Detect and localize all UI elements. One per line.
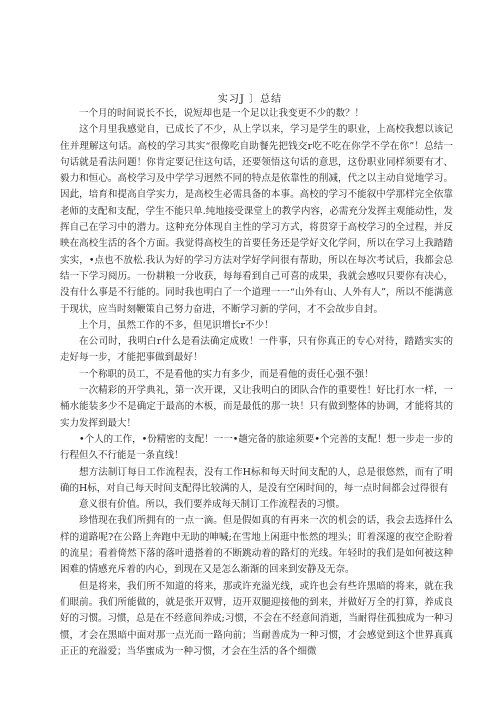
paragraph: 一个称职的员工，不是看他的实力有多少，而是看他的责任心强不强！ — [79, 368, 374, 380]
paragraph: 这个月里我感觉自，已成长了不少，从上学以来，学习是学生的职业，上高校我想以该记住并理解这句话。高校的学习其实“很像吃自助餐先把钱交r吃不吃在你学不学在你”！总结一句话就是看法问题！你肯定要记住这句话，还要领悟这句话的意思，这份职业同样须要有才、毅力和恒心。高校学习及中学学习迥然不同的特点是依靠性的削减，代之以主动自觉地学习。因此，培育和提高自学实力，是高校生必需具备的本事。高校的学习不能叙中学那样完全依靠老师的支配和支配，学生不能只单.纯地接受课堂上的教学内容，必需充分发挥主观能动性，发挥自己在学习中的潜力。这种充分体现自主性的学习方式，将贯穿于高校学习的全过程，并反映在高校生活的各个方面。我觉得高校生的首要任务还是学好文化学问，所以在学习上我踏踏实实，•点也不放松.我认为好的学习方法对学好学问很有帮助，所以在每次考试后，我都会总结一下学习阅历。一份耕粮一分收获，每每看到自己可喜的成果，我就会感叹只要你有决心，没有什么事是不行能的。同时我也明白了一个道理一一“山外有山、人外有人”，所以不能满意于现状，应当时刻鞭策自己努力奋进，不断学习新的学问，才不会故步自封。 — [60, 124, 453, 315]
paragraph: 意义很有价值。所以，我们要养成每天制订工作流程表的习惯。 — [79, 499, 346, 511]
paragraph: 但是将来，我们所不知道的将来，那或许充溢光线，或许也会有些许黑暗的将来，就在我们眼前。我们所能做的，就是张开双臂，迈开双腿迎接他的到来，并做好万全的打算，养成良好的习惯。习惯，总是在不经意间养成;习惯，不会在不经意间消逝，当耐得住孤独成为一种习惯，才会在黑暗中面对那一点光而一路向前；当耐善成为一种习惯，才会感觉到这个世界真真正正的充溢爱；当华蜜成为一种习惯，才会在生活的各个细微 — [60, 580, 453, 657]
paragraph: 一次精彩的开学典礼，第一次开课，又让我明白的团队合作的重要性！好比打水一样，一桶水能装多少不是确定于最高的木板，而是最低的那一块！只有做到整体的协调，才能将其的实力发挥到最大！ — [60, 385, 453, 429]
page-title: 实习J 〕总结 — [217, 94, 283, 105]
document-body — [60, 106, 453, 660]
paragraph: 珍惜现在我们所拥有的一点一滴。但是假如真的有再来一次的机会的话，我会去选择什么样的道路呢?在公路上奔跑中无助的呻喊;在雪地上闲逛中怅然的埋头；盯着深邃的夜空企盼着的流星；看着倚然下落的落叶遗搭着的不断跳动着的路灯的光线。年轻时的我们是如何被这种困难的情感充斥着的内心，到现在又是怎么渐渐的回来到安静及无奈。 — [60, 515, 453, 576]
paragraph: 在公司时，我明白r什么是看法确定成败！一件事，只有你真正的专心对待，踏踏实实的走好每一步，才能把事做到最好！ — [60, 336, 453, 364]
paragraph: 上个月，虽然工作的不多，但见识增长r不少！ — [79, 319, 274, 331]
paragraph: 想方法制订每日工作流程表，没有工作H标和每天时间支配的人，总是很悠然，而有了明确的H标，对自己每天时间支配得比较满的人，是没有空闲时间的，每一点时间都会过得很有 — [60, 466, 453, 494]
paragraph: •个人的工作，•份精密的支配！一一•趟完备的旅途须要•个完善的支配！想一步走一步的行程但久不行能是一条直线！ — [60, 433, 453, 462]
paragraph: 一个月的时间说长不长，说短却也是一个足以让我变更不少的数？！ — [79, 108, 365, 119]
